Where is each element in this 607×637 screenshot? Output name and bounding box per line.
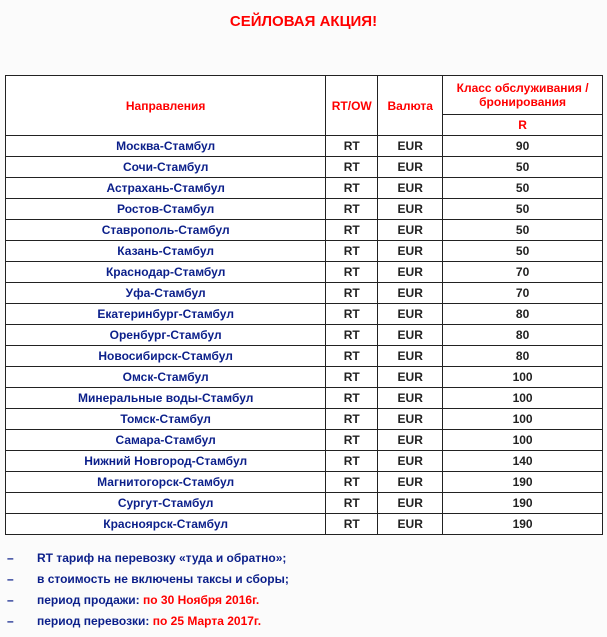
table-row: [6, 241, 603, 262]
rtow-cell: RT: [326, 493, 378, 514]
note-dash: –: [7, 551, 14, 565]
price-cell: 100: [443, 367, 603, 388]
rtow-cell: RT: [326, 262, 378, 283]
table-row: [6, 220, 603, 241]
price-cell: 80: [443, 325, 603, 346]
route-cell: Красноярск-Стамбул: [6, 514, 326, 535]
rtow-cell: RT: [326, 367, 378, 388]
price-cell: 50: [443, 220, 603, 241]
table-row: [6, 472, 603, 493]
price-cell: 50: [443, 199, 603, 220]
rtow-cell: RT: [326, 388, 378, 409]
rtow-cell: RT: [326, 157, 378, 178]
note-text: [37, 611, 261, 632]
price-cell: 80: [443, 346, 603, 367]
rtow-cell: RT: [326, 220, 378, 241]
route-cell: Сочи-Стамбул: [6, 157, 326, 178]
note-main: RT тариф на перевозку «туда и обратно»;: [37, 551, 287, 565]
currency-cell: EUR: [378, 283, 443, 304]
route-cell: Астрахань-Стамбул: [6, 178, 326, 199]
note-highlight: по 25 Марта 2017г.: [152, 614, 262, 628]
currency-cell: EUR: [378, 367, 443, 388]
route-cell: Нижний Новгород-Стамбул: [6, 451, 326, 472]
route-cell: Томск-Стамбул: [6, 409, 326, 430]
currency-cell: EUR: [378, 136, 443, 157]
route-cell: Ставрополь-Стамбул: [6, 220, 326, 241]
table-row: [6, 136, 603, 157]
route-cell: Казань-Стамбул: [6, 241, 326, 262]
rtow-cell: RT: [326, 409, 378, 430]
table-row: [6, 325, 603, 346]
currency-cell: EUR: [378, 388, 443, 409]
rtow-cell: RT: [326, 304, 378, 325]
rtow-cell: RT: [326, 178, 378, 199]
route-cell: Екатеринбург-Стамбул: [6, 304, 326, 325]
header-class-code: R: [443, 115, 603, 136]
price-cell: 100: [443, 430, 603, 451]
route-cell: Уфа-Стамбул: [6, 283, 326, 304]
note-text: [37, 548, 286, 569]
fares-table: [5, 75, 603, 535]
price-cell: 140: [443, 451, 603, 472]
notes-list: [0, 548, 607, 632]
rtow-cell: RT: [326, 199, 378, 220]
table-row: [6, 283, 603, 304]
currency-cell: EUR: [378, 241, 443, 262]
price-cell: 90: [443, 136, 603, 157]
price-cell: 80: [443, 304, 603, 325]
note-highlight: по 30 Ноября 2016г.: [143, 593, 260, 607]
currency-cell: EUR: [378, 220, 443, 241]
rtow-cell: RT: [326, 451, 378, 472]
page-title: СЕЙЛОВАЯ АКЦИЯ!: [229, 13, 378, 30]
currency-cell: EUR: [378, 430, 443, 451]
table-row: [6, 493, 603, 514]
rtow-cell: RT: [326, 472, 378, 493]
price-cell: 50: [443, 241, 603, 262]
price-cell: 190: [443, 472, 603, 493]
table-row: [6, 451, 603, 472]
header-currency: Валюта: [378, 76, 443, 136]
price-cell: 50: [443, 157, 603, 178]
note-text: [37, 569, 289, 590]
price-cell: 100: [443, 388, 603, 409]
currency-cell: EUR: [378, 304, 443, 325]
note-main: период перевозки:: [37, 614, 153, 628]
note-dash: –: [7, 572, 14, 586]
table-row: [6, 157, 603, 178]
note-main: период продажи:: [37, 593, 144, 607]
currency-cell: EUR: [378, 325, 443, 346]
rtow-cell: RT: [326, 346, 378, 367]
rtow-cell: RT: [326, 514, 378, 535]
currency-cell: EUR: [378, 409, 443, 430]
route-cell: Минеральные воды-Стамбул: [6, 388, 326, 409]
note-text: [37, 590, 259, 611]
currency-cell: EUR: [378, 493, 443, 514]
table-row: [6, 262, 603, 283]
rtow-cell: RT: [326, 325, 378, 346]
price-cell: 190: [443, 514, 603, 535]
currency-cell: EUR: [378, 451, 443, 472]
price-cell: 190: [443, 493, 603, 514]
table-row: [6, 388, 603, 409]
note-item: [0, 569, 607, 590]
price-cell: 70: [443, 283, 603, 304]
table-row: [6, 367, 603, 388]
currency-cell: EUR: [378, 346, 443, 367]
price-cell: 50: [443, 178, 603, 199]
table-row: [6, 346, 603, 367]
rtow-cell: RT: [326, 283, 378, 304]
route-cell: Москва-Стамбул: [6, 136, 326, 157]
table-row: [6, 178, 603, 199]
table-row: [6, 304, 603, 325]
header-direction: Направления: [6, 76, 326, 136]
rtow-cell: RT: [326, 136, 378, 157]
route-cell: Омск-Стамбул: [6, 367, 326, 388]
route-cell: Оренбург-Стамбул: [6, 325, 326, 346]
price-cell: 100: [443, 409, 603, 430]
price-cell: 70: [443, 262, 603, 283]
currency-cell: EUR: [378, 178, 443, 199]
header-rtow: RT/OW: [326, 76, 378, 136]
table-row: [6, 409, 603, 430]
header-class-label: Класс обслуживания / бронирования: [443, 76, 603, 115]
fares-table-body: [6, 136, 603, 535]
currency-cell: EUR: [378, 199, 443, 220]
currency-cell: EUR: [378, 157, 443, 178]
route-cell: Ростов-Стамбул: [6, 199, 326, 220]
table-row: [6, 514, 603, 535]
route-cell: Самара-Стамбул: [6, 430, 326, 451]
note-main: в стоимость не включены таксы и сборы;: [37, 572, 289, 586]
currency-cell: EUR: [378, 514, 443, 535]
table-row: [6, 199, 603, 220]
note-item: [0, 548, 607, 569]
note-item: [0, 590, 607, 611]
note-dash: –: [7, 593, 14, 607]
rtow-cell: RT: [326, 430, 378, 451]
route-cell: Магнитогорск-Стамбул: [6, 472, 326, 493]
currency-cell: EUR: [378, 262, 443, 283]
route-cell: Новосибирск-Стамбул: [6, 346, 326, 367]
note-dash: –: [7, 614, 14, 628]
route-cell: Краснодар-Стамбул: [6, 262, 326, 283]
rtow-cell: RT: [326, 241, 378, 262]
note-item: [0, 611, 607, 632]
currency-cell: EUR: [378, 472, 443, 493]
table-row: [6, 430, 603, 451]
route-cell: Сургут-Стамбул: [6, 493, 326, 514]
